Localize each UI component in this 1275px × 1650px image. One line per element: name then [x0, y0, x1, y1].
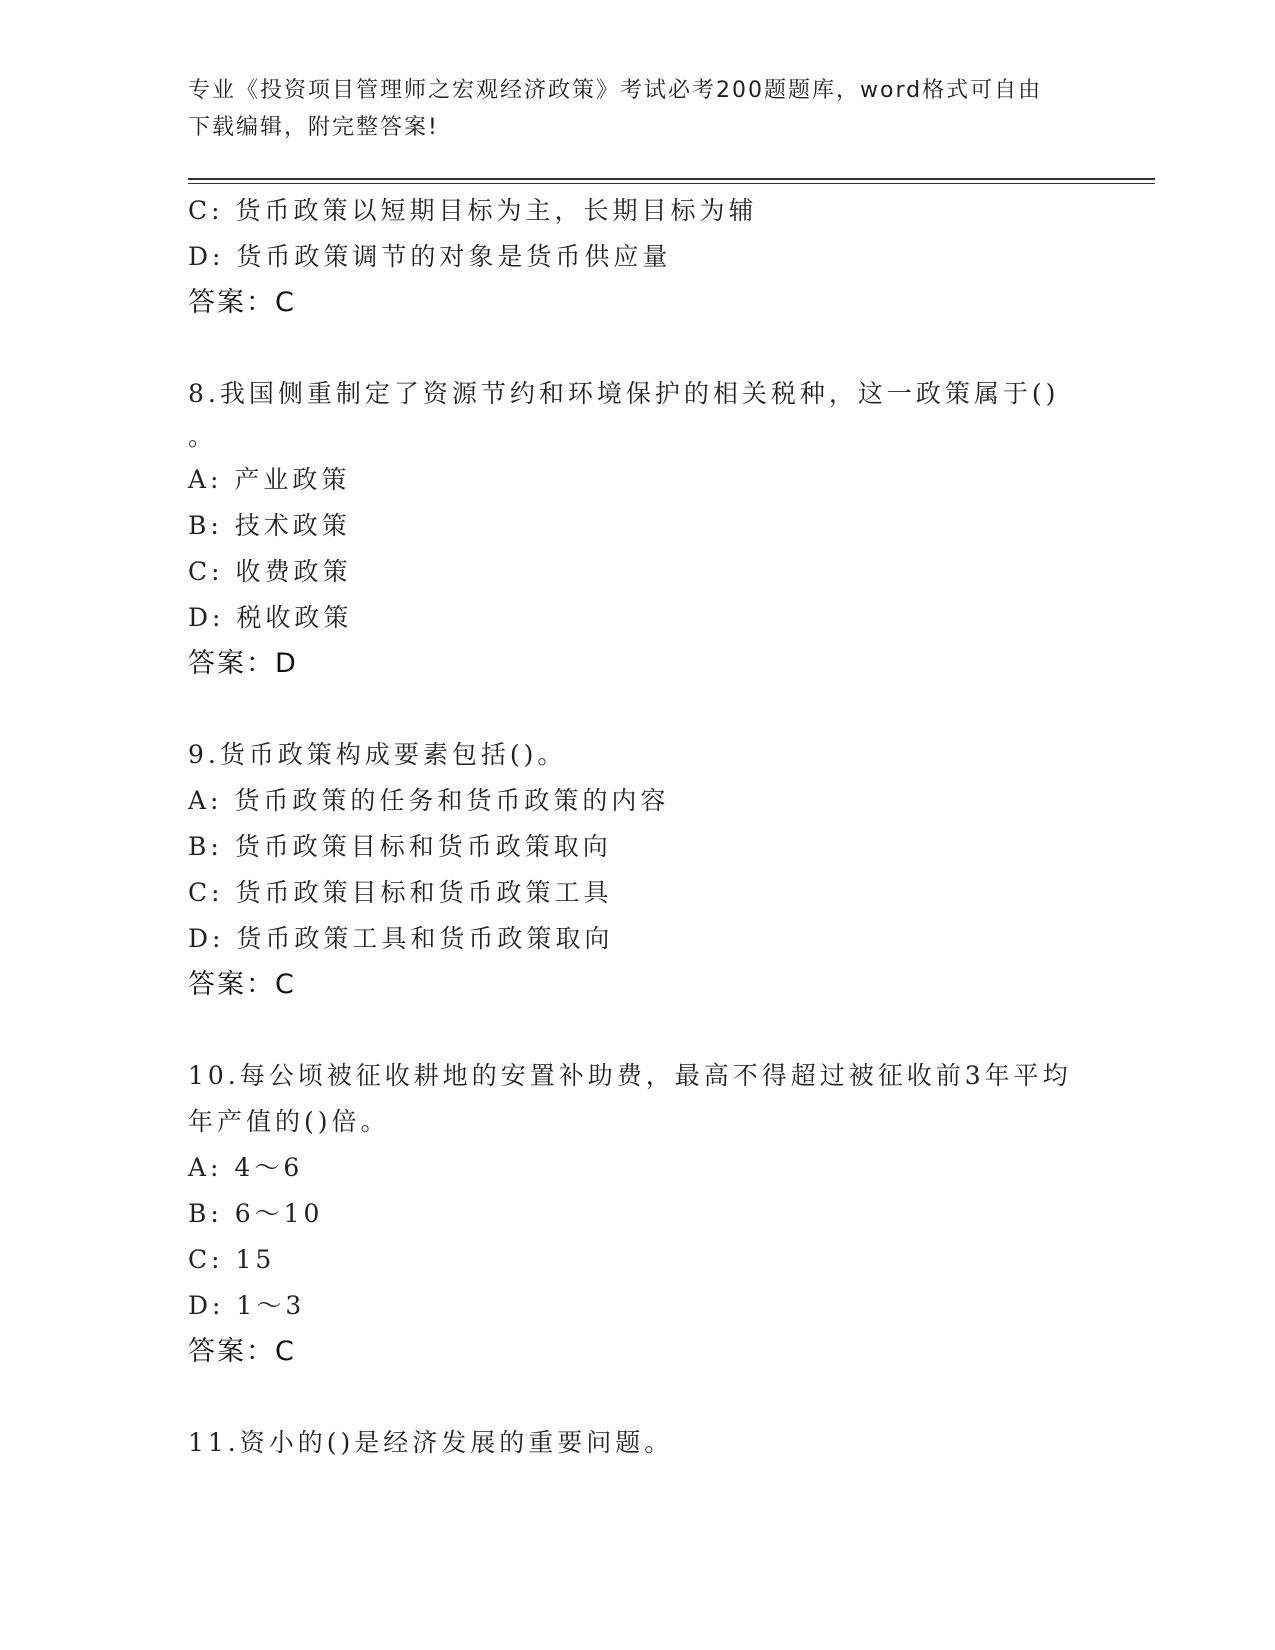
question-8 [188, 371, 1108, 687]
question-stem: 8.我国侧重制定了资源节约和环境保护的相关税种，这一政策属于() [188, 379, 1060, 408]
answer-line: 答案：C [188, 287, 296, 318]
question-stem-continued: 年产值的()倍。 [188, 1107, 390, 1136]
option-c: C: 收费政策 [188, 557, 352, 586]
option-d: D: 货币政策工具和货币政策取向 [188, 924, 614, 953]
option-a: A: 产业政策 [188, 465, 351, 494]
header-line-1: 专业《投资项目管理师之宏观经济政策》考试必考200题题库，word格式可自由 [188, 78, 1043, 103]
question-stem: 11.资小的()是经济发展的重要问题。 [188, 1428, 674, 1457]
option-b: B: 6～10 [188, 1199, 324, 1228]
previous-question-tail [188, 188, 1108, 326]
option-c: C: 货币政策以短期目标为主，长期目标为辅 [188, 196, 758, 225]
question-list [188, 188, 1108, 1466]
option-c: C: 15 [188, 1245, 276, 1274]
option-d: D: 税收政策 [188, 603, 353, 632]
question-stem: 10.每公顷被征收耕地的安置补助费，最高不得超过被征收前3年平均 [188, 1061, 1072, 1090]
question-stem-continued: 。 [188, 422, 218, 451]
option-a: A: 货币政策的任务和货币政策的内容 [188, 786, 670, 815]
answer-line: 答案：D [188, 648, 298, 679]
spacer [188, 687, 1108, 732]
question-11 [188, 1420, 1108, 1466]
spacer [188, 1008, 1108, 1053]
option-b: B: 货币政策目标和货币政策取向 [188, 832, 612, 861]
document-header [188, 72, 1088, 146]
header-rule-thin [188, 183, 1155, 184]
question-9 [188, 732, 1108, 1008]
header-rule-thick [188, 178, 1155, 180]
option-a: A: 4～6 [188, 1153, 304, 1182]
option-d: D: 货币政策调节的对象是货币供应量 [188, 242, 672, 271]
answer-line: 答案：C [188, 1336, 296, 1367]
question-stem: 9.货币政策构成要素包括()。 [188, 740, 567, 769]
header-line-2: 下载编辑，附完整答案! [188, 115, 439, 140]
spacer [188, 326, 1108, 371]
question-10 [188, 1053, 1108, 1375]
answer-line: 答案：C [188, 969, 296, 1000]
option-c: C: 货币政策目标和货币政策工具 [188, 878, 613, 907]
option-d: D: 1～3 [188, 1291, 306, 1320]
option-b: B: 技术政策 [188, 511, 351, 540]
spacer [188, 1375, 1108, 1420]
